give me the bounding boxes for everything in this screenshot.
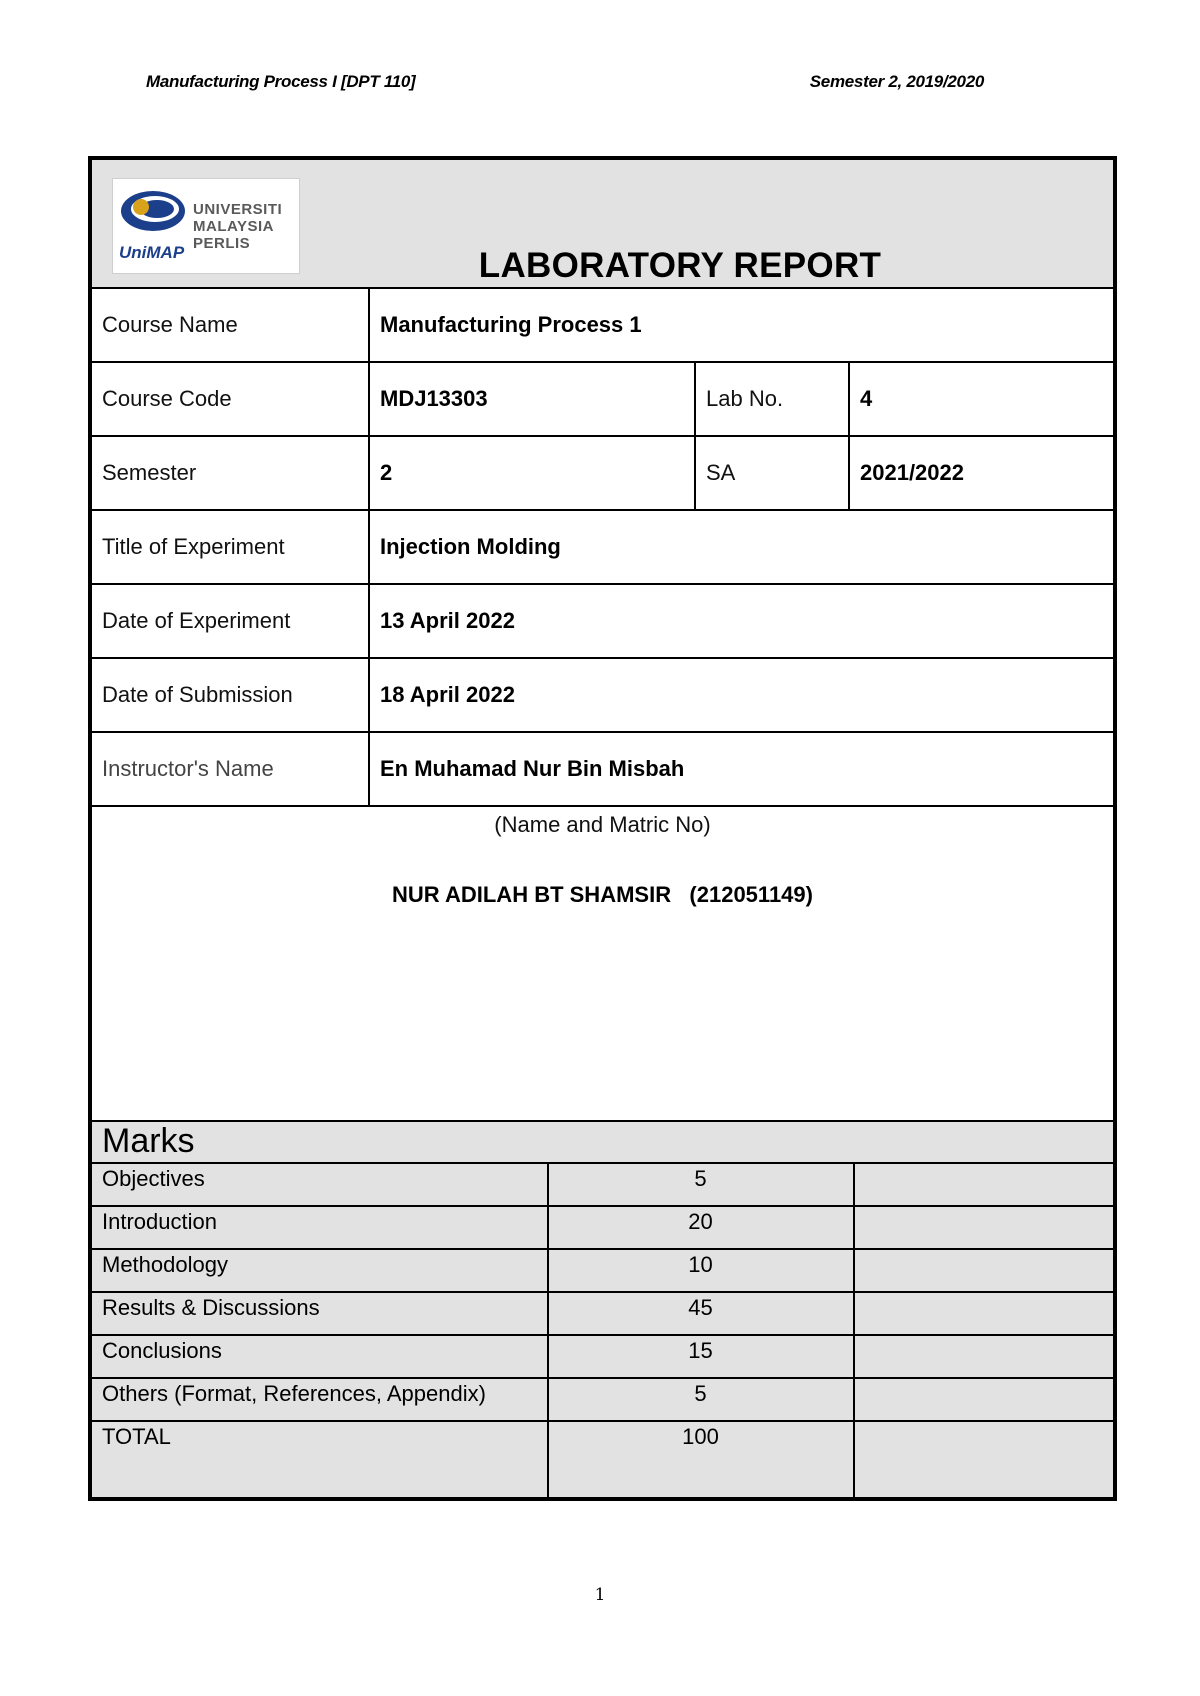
submission-date-value: 18 April 2022: [380, 682, 515, 707]
semester-value: 2: [380, 460, 393, 485]
divider: [853, 1163, 855, 1497]
divider: [92, 805, 1113, 807]
experiment-date-label: Date of Experiment: [102, 608, 291, 633]
divider: [92, 1162, 1113, 1164]
divider: [92, 509, 1113, 511]
student-name-matric: NUR ADILAH BT SHAMSIR (212051149): [392, 882, 813, 907]
experiment-title-value: Injection Molding: [380, 534, 561, 559]
divider: [92, 1205, 1113, 1207]
marks-row-label: Results & Discussions: [102, 1295, 320, 1320]
marks-row-label: Conclusions: [102, 1338, 222, 1363]
marks-row-label: Introduction: [102, 1209, 217, 1234]
marks-total-max: 100: [682, 1424, 719, 1449]
divider: [848, 362, 850, 510]
submission-date-label: Date of Submission: [102, 682, 293, 707]
course-name-value: Manufacturing Process 1: [380, 312, 642, 337]
semester-label: Semester: [102, 460, 197, 485]
university-logo: [112, 178, 300, 274]
divider: [92, 1377, 1113, 1379]
course-code-value: MDJ13303: [380, 386, 488, 411]
marks-row-max: 45: [688, 1295, 713, 1320]
divider: [92, 361, 1113, 363]
divider: [92, 1248, 1113, 1250]
header-semester: Semester 2, 2019/2020: [809, 72, 984, 91]
divider: [92, 1334, 1113, 1336]
page-header: [146, 72, 984, 98]
title-row: [92, 160, 1113, 288]
marks-heading: Marks: [102, 1122, 195, 1160]
marks-row-label: Objectives: [102, 1166, 205, 1191]
divider: [92, 1291, 1113, 1293]
marks-row-max: 15: [688, 1338, 713, 1363]
marks-row-max: 10: [688, 1252, 713, 1277]
divider: [694, 362, 696, 510]
divider: [92, 1420, 1113, 1422]
course-code-label: Course Code: [102, 386, 232, 411]
marks-row-max: 5: [694, 1166, 707, 1191]
lab-report-cover: [88, 156, 1117, 1501]
experiment-date-value: 13 April 2022: [380, 608, 515, 633]
header-course: Manufacturing Process I [DPT 110]: [146, 72, 416, 91]
lab-no-label: Lab No.: [706, 386, 784, 411]
divider: [92, 583, 1113, 585]
logo-tag: UniMAP: [119, 243, 185, 262]
unimap-emblem-icon: [115, 183, 191, 245]
sa-label: SA: [706, 460, 736, 485]
logo-wordmark: UNIVERSITI MALAYSIA PERLIS: [193, 201, 283, 252]
marks-row-label: Methodology: [102, 1252, 228, 1277]
instructor-value: En Muhamad Nur Bin Misbah: [380, 756, 685, 781]
report-title: LABORATORY REPORT: [478, 246, 882, 285]
divider: [92, 657, 1113, 659]
student-caption: (Name and Matric No): [494, 812, 711, 837]
divider: [92, 731, 1113, 733]
divider: [92, 287, 1113, 289]
divider: [368, 288, 370, 806]
divider: [92, 1120, 1113, 1122]
marks-total-label: TOTAL: [102, 1424, 171, 1449]
sa-value: 2021/2022: [860, 460, 964, 485]
experiment-title-label: Title of Experiment: [102, 534, 285, 559]
instructor-label: Instructor's Name: [102, 756, 274, 781]
course-name-label: Course Name: [102, 312, 238, 337]
lab-no-value: 4: [860, 386, 873, 411]
marks-row-max: 5: [694, 1381, 707, 1406]
marks-row-max: 20: [688, 1209, 713, 1234]
page-number: 1: [594, 1585, 606, 1605]
divider: [92, 435, 1113, 437]
marks-row-label: Others (Format, References, Appendix): [102, 1381, 486, 1406]
